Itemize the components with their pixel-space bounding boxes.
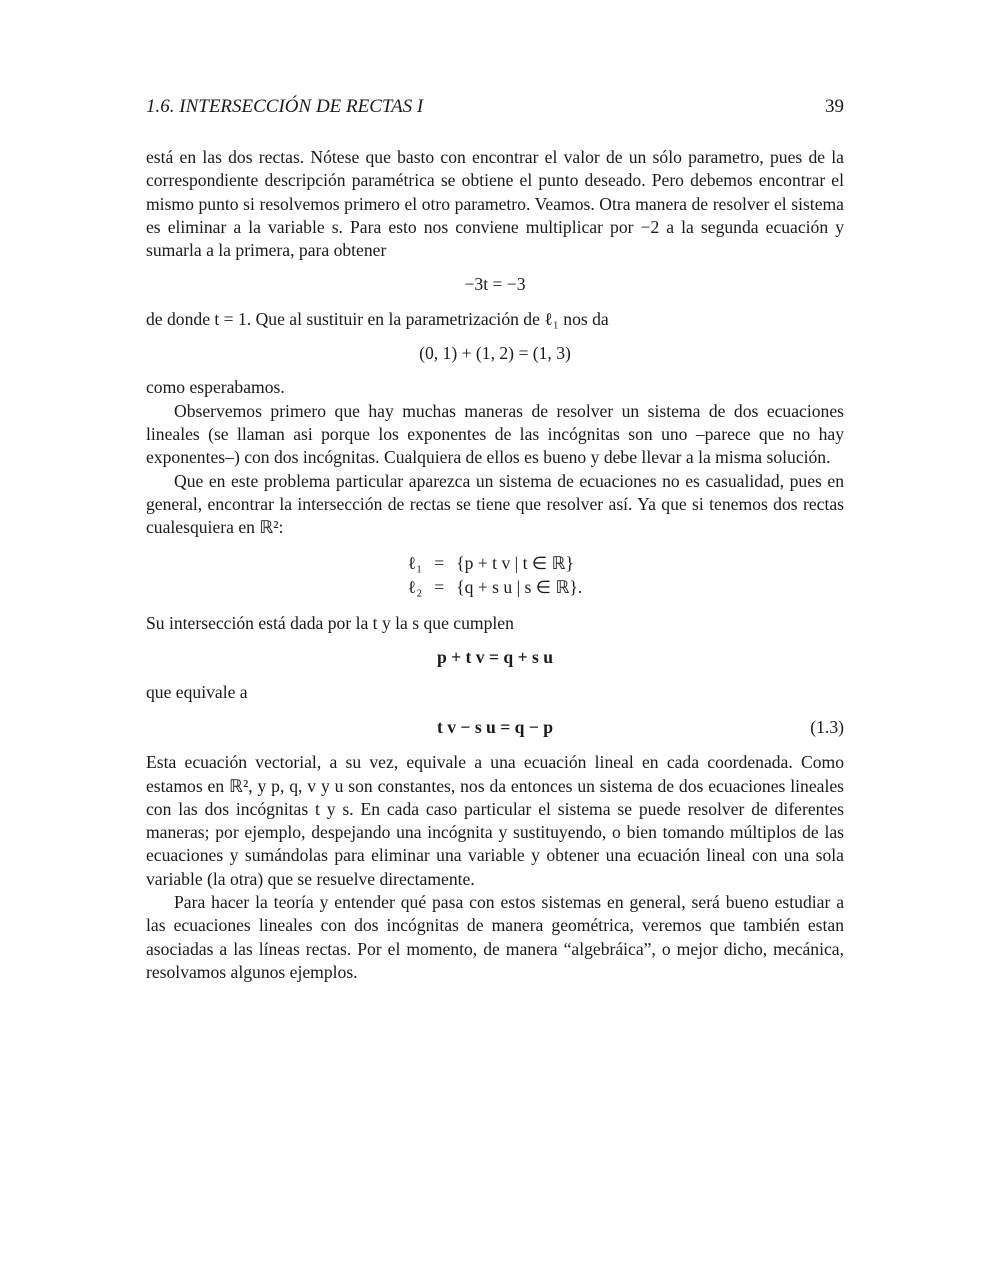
system-lhs: ℓ₂ — [407, 576, 423, 597]
system-op: = — [434, 553, 445, 574]
system-lhs: ℓ₁ — [407, 553, 423, 574]
system-row — [402, 552, 589, 575]
equation-1: −3t = −3 — [464, 274, 526, 295]
section-title: 1.6. INTERSECCIÓN DE RECTAS I — [146, 96, 424, 117]
system-rhs: {p + t v | t ∈ ℝ} — [456, 553, 574, 574]
equation-3: p + t v = q + s u — [436, 647, 554, 668]
equation-4-body: t v − s u = q − p — [436, 716, 554, 737]
paragraph-3: como esperabamos. — [146, 377, 285, 398]
paragraph-5: Que en este problema particular aparezca un sistema de ecuaciones no es casualidad, pues en general, encontrar la intersección de rectas se tiene que resolver así. Ya que si tenemos dos rectas cualesquiera en ℝ²: — [146, 470, 844, 538]
paragraph-6: Su intersección está dada por la t y la s que cumplen — [146, 613, 514, 634]
paragraph-1: está en las dos rectas. Nótese que basto con encontrar el valor de un sólo parametro, pues de la correspondiente descripción paramétrica se obtiene el punto deseado. Pero debemos encontrar el mismo punto si resolvemos primero el otro parametro. Veamos. Otra manera de resolver el sistema es eliminar a la variable s. Para esto nos conviene multiplicar por −2 a la segunda ecuación y sumarla a la primera, para obtener — [146, 147, 844, 261]
paragraph-2: de donde t = 1. Que al sustituir en la parametrización de ℓ₁ nos da — [146, 308, 609, 329]
equation-4 — [146, 716, 844, 739]
paragraph-7: que equivale a — [146, 681, 248, 702]
equation-2: (0, 1) + (1, 2) = (1, 3) — [419, 343, 571, 364]
paragraph-9: Para hacer la teoría y entender qué pasa con estos sistemas en general, será bueno estudiar a las ecuaciones lineales con dos incógnitas de manera geométrica, veremos que también estan asociadas a las líneas rectas. Por el momento, de manera “algebráica”, o mejor dicho, mecánica, resolvamos algunos ejemplos. — [146, 892, 844, 982]
paragraph-8: Esta ecuación vectorial, a su vez, equivale a una ecuación lineal en cada coordenada. Como estamos en ℝ², y p, q, v y u son constantes, nos da entonces un sistema de dos ecuaciones lineales con las dos incógnitas t y s. En cada caso particular el sistema se puede resolver de diferentes maneras; por ejemplo, despejando una incógnita y sustituyendo, o bien tomando múltiplos de las ecuaciones y sumándolas para eliminar una variable y obtener una ecuación lineal con una sola variable (la otra) que se resuelve directamente. — [146, 752, 844, 889]
body-text — [146, 146, 844, 984]
equation-system — [146, 552, 844, 599]
system-op: = — [434, 576, 445, 597]
equation-number: (1.3) — [810, 716, 844, 737]
system-rhs: {q + s u | s ∈ ℝ}. — [456, 576, 583, 597]
system-row — [402, 576, 589, 599]
page-number: 39 — [825, 96, 844, 117]
running-header — [146, 96, 844, 120]
paragraph-4: Observemos primero que hay muchas maneras de resolver un sistema de dos ecuaciones lineales (se llaman asi porque los exponentes de las incógnitas son uno –parece que no hay exponentes–) con dos incógnitas. Cualquiera de ellos es bueno y debe llevar a la misma solución. — [146, 400, 844, 468]
